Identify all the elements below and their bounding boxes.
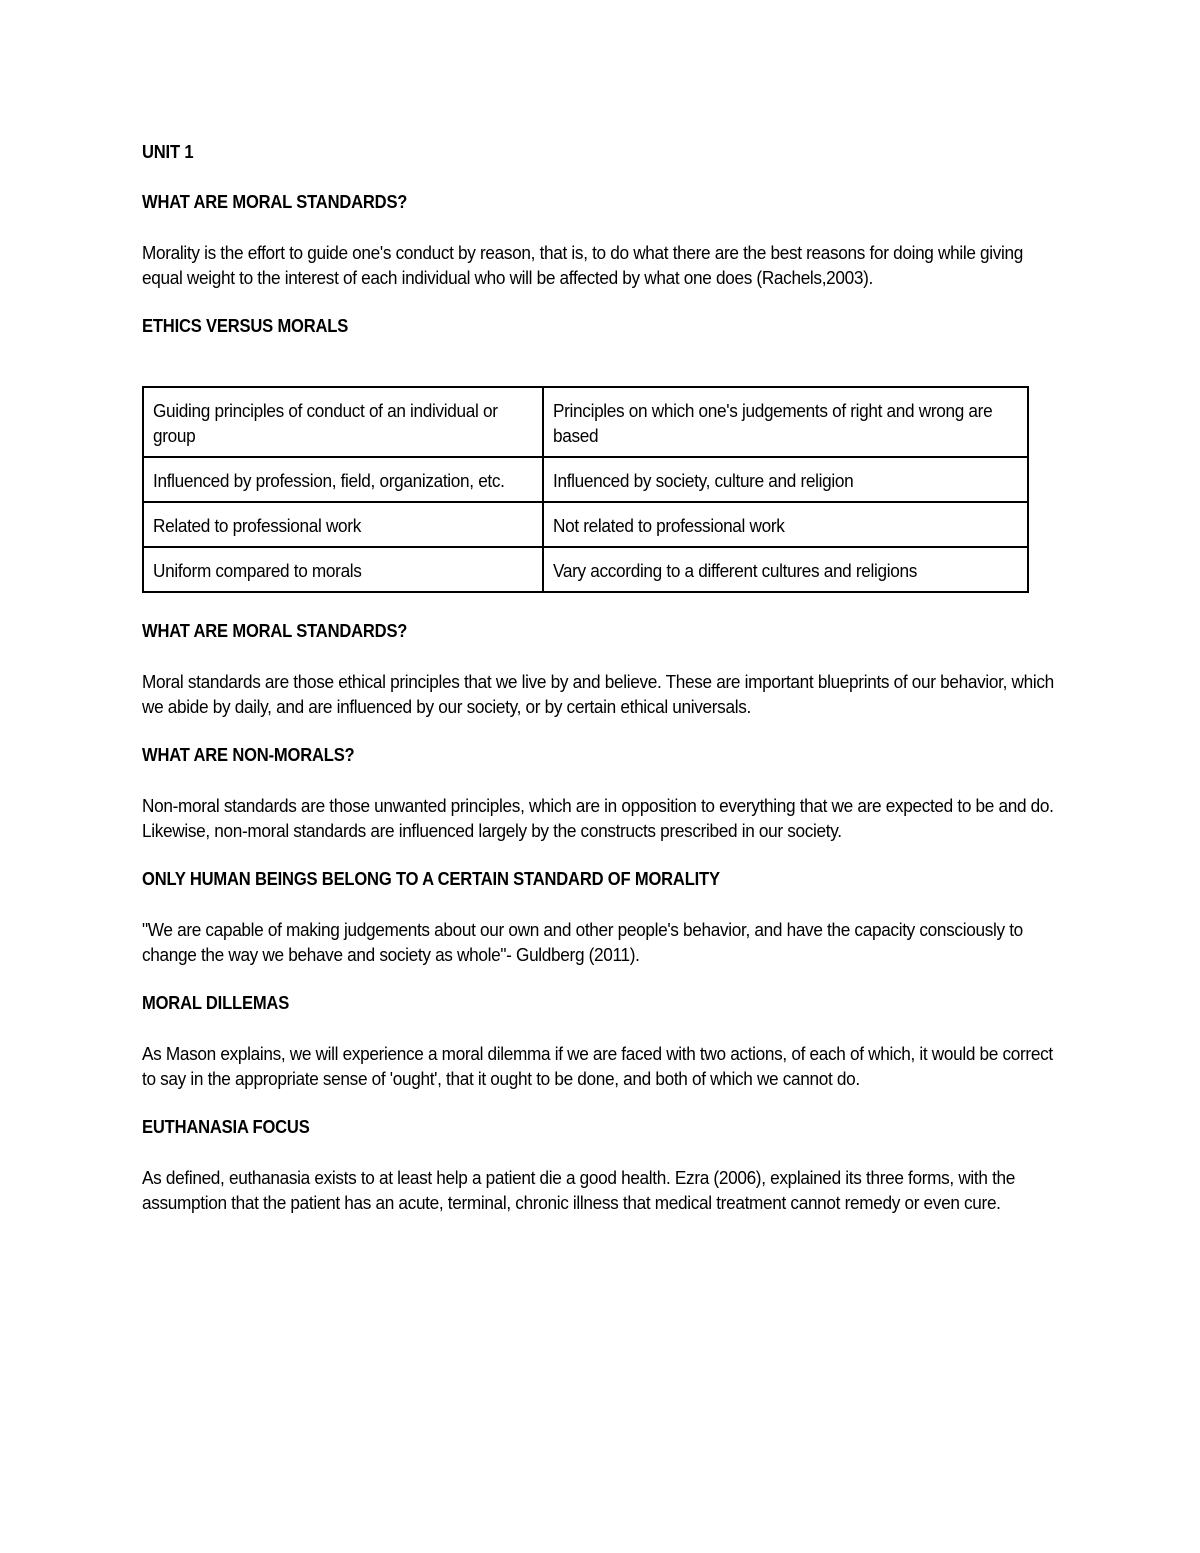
table-cell: Influenced by society, culture and religion — [543, 457, 1028, 502]
section-heading-non-morals: WHAT ARE NON-MORALS? — [142, 745, 355, 765]
table-row — [143, 502, 1028, 547]
table-cell: Vary according to a different cultures and religions — [543, 547, 1028, 592]
section-text-morality-definition: Morality is the effort to guide one's conduct by reason, that is, to do what there are the best reasons for doing while giving equal weight to the interest of each individual who will be affected by what one does (Rachels,2003). — [142, 242, 1024, 288]
table-row — [143, 387, 1028, 457]
section-text-euthanasia: As defined, euthanasia exists to at least help a patient die a good health. Ezra (2006), explained its three forms, with the assumption that the patient has an acute, terminal, chronic illness that medical treatment cannot remedy or even cure. — [142, 1167, 1016, 1213]
section-text-moral-standards: Moral standards are those ethical principles that we live by and believe. These are important blueprints of our behavior, which we abide by daily, and are influenced by our society, or by certain ethical universals. — [142, 671, 1054, 717]
section-heading-moral-standards-2: WHAT ARE MORAL STANDARDS? — [142, 621, 408, 641]
section-heading-euthanasia: EUTHANASIA FOCUS — [142, 1117, 310, 1137]
table-cell: Related to professional work — [143, 502, 543, 547]
section-heading-moral-standards: WHAT ARE MORAL STANDARDS? — [142, 192, 408, 212]
table-cell: Not related to professional work — [543, 502, 1028, 547]
table-cell: Influenced by profession, field, organization, etc. — [143, 457, 543, 502]
table-row — [143, 457, 1028, 502]
table-cell: Guiding principles of conduct of an individual or group — [143, 387, 543, 457]
document-page — [142, 140, 1062, 1215]
section-text-human-beings: "We are capable of making judgements about our own and other people's behavior, and have the capacity consciously to change the way we behave and society as whole"- Guldberg (2011). — [142, 919, 1023, 965]
table-cell: Principles on which one's judgements of right and wrong are based — [543, 387, 1028, 457]
section-text-non-morals: Non-moral standards are those unwanted principles, which are in opposition to everything that we are expected to be and do. Likewise, non-moral standards are influenced largely by the constructs prescribed in our society. — [142, 795, 1054, 841]
section-heading-human-beings: ONLY HUMAN BEINGS BELONG TO A CERTAIN STANDARD OF MORALITY — [142, 869, 720, 889]
unit-title: UNIT 1 — [142, 142, 194, 162]
table-cell: Uniform compared to morals — [143, 547, 543, 592]
section-heading-moral-dilemmas: MORAL DILLEMAS — [142, 993, 290, 1013]
section-text-moral-dilemmas: As Mason explains, we will experience a moral dilemma if we are faced with two actions, of each of which, it would be correct to say in the appropriate sense of 'ought', that it ought to be done, and both of which we cannot do. — [142, 1043, 1053, 1089]
section-heading-ethics-vs-morals: ETHICS VERSUS MORALS — [142, 316, 349, 336]
table-row — [143, 547, 1028, 592]
ethics-vs-morals-table — [142, 386, 1029, 593]
